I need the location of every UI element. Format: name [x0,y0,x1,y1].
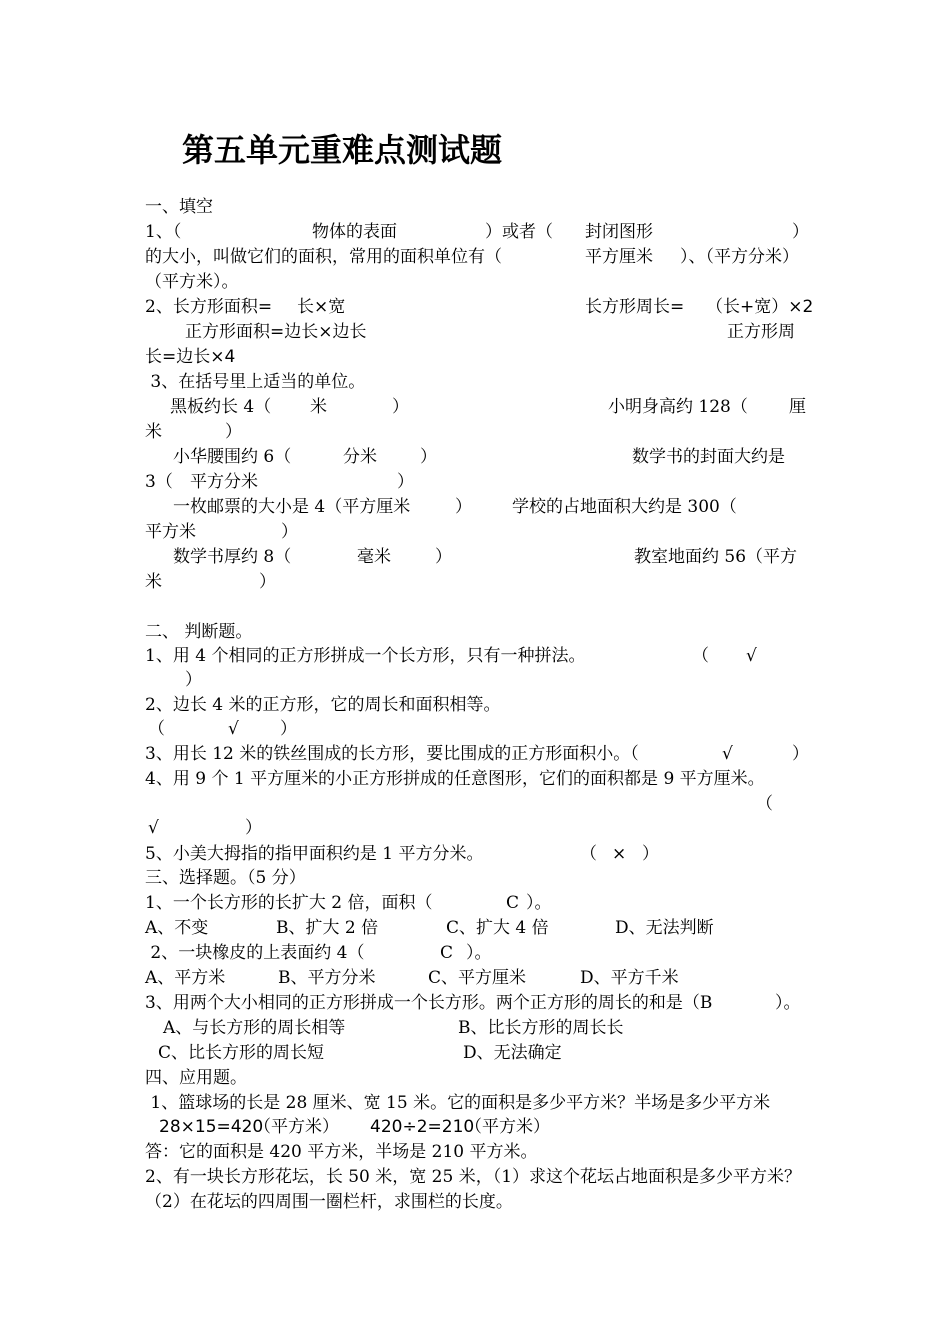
tf-q5-open: （ [580,844,597,864]
q3-r2-left: 小华腰围约 6（ [173,447,292,467]
wp-q1-answer: 答：它的面积是 420 平方米，半场是 210 平方米。 [145,1142,538,1162]
q3-r2-cont: 3（ [145,472,173,492]
tf-q3-mark: √ [722,744,733,764]
mc-q3-end: ）。 [775,993,801,1013]
q2-answer-rect-perimeter: （长+宽）×2 [706,297,814,317]
mc-q1-answer: C [506,893,520,913]
tf-q2-close: ） [280,719,297,739]
q1-answer-sq-cm: 平方厘米 [585,247,653,267]
q3-r4-cont: 米 [145,572,162,592]
q1-line-b-end: ）、（平方分米） [680,247,799,267]
q3-r2-right: 数学书的封面大约是 [632,447,785,467]
q3-r4-left-answer: 毫米 [357,547,391,567]
q1-line-b-prefix: 的大小，叫做它们的面积，常用的面积单位有（ [145,247,502,267]
mc-q2-answer: C [440,943,454,963]
q3-r3-cont: 平方米 [145,522,196,542]
wp-q2: 2、有一块长方形花坛，长 50 米，宽 25 米，（1）求这个花坛占地面积是多少平方米？ [145,1167,802,1187]
q3-r2-cont-end: ） [397,472,414,492]
tf-q5-close: ） [642,844,659,864]
q2-answer-rect-area: 长×宽 [297,297,346,317]
q1-line-a-prefix: 1、（ [145,222,182,242]
q2-square-area: 正方形面积=边长×边长 [185,322,367,342]
q3-r4-right: 教室地面约 56（平方 [634,547,798,567]
tf-q5-mark: × [612,844,627,864]
mc-q3-option-d: D、无法确定 [463,1043,562,1063]
tf-q5: 5、小美大拇指的指甲面积约是 1 平方分米。 [145,844,484,864]
wp-q2-part-2: （2）在花坛的四周围一圈栏杆，求围栏的长度。 [145,1192,513,1212]
mc-q1-option-b: B、扩大 2 倍 [276,918,379,938]
tf-q1-close: ） [185,670,202,690]
q3-r4-left-end: ） [435,547,452,567]
tf-q3-close: ） [792,744,809,764]
mc-q3-option-c: C、比长方形的周长短 [158,1043,325,1063]
section-heading-fill-in: 一、填空 [145,197,213,217]
q2-rect-perimeter-label: 长方形周长= [585,297,685,317]
q3-r1-left-answer: 米 [310,397,327,417]
wp-q1-unit-1: （平方米） [254,1117,339,1137]
tf-q4-open: （ [756,794,773,814]
q3-r2-cont-answer: 平方分米 [190,472,258,492]
mc-q2: 2、一块橡皮的上表面约 4（ [145,943,365,963]
q3-heading: 3、在括号里上适当的单位。 [145,372,366,392]
mc-q1-end: ）。 [526,893,552,913]
section-heading-multiple-choice: 三、选择题。（5 分） [145,868,306,888]
q3-r3-right: 学校的占地面积大约是 300（ [512,497,737,517]
q3-r1-right-answer: 厘 [789,397,806,417]
tf-q1-mark: √ [746,646,757,666]
q3-r3-left-end: ） [455,497,472,517]
mc-q2-option-d: D、平方千米 [580,968,679,988]
q3-r2-left-answer: 分米 [343,447,377,467]
mc-q3: 3、用两个大小相同的正方形拼成一个长方形。两个正方形的周长的和是（B [145,993,713,1013]
wp-q1-calc-area: 28×15=420 [159,1117,264,1137]
q3-r3-cont-end: ） [281,522,298,542]
mc-q2-option-a: A、平方米 [145,968,226,988]
tf-q4: 4、用 9 个 1 平方厘米的小正方形拼成的任意图形，它们的面积都是 9 平方厘米。 [145,769,765,789]
section-heading-true-false: 二、 判断题。 [145,622,253,642]
tf-q3: 3、用长 12 米的铁丝围成的长方形，要比围成的正方形面积小。（ [145,744,639,764]
tf-q2-mark: √ [228,719,239,739]
tf-q2-open: （ [148,719,165,739]
mc-q1-option-d: D、无法判断 [615,918,714,938]
mc-q3-option-a: A、与长方形的周长相等 [163,1018,346,1038]
q1-answer-surface: 物体的表面 [312,222,397,242]
tf-q4-close: ） [245,818,262,838]
q2-square-perimeter-cont: 长=边长×4 [145,347,236,367]
q3-r4-left: 数学书厚约 8（ [173,547,292,567]
q3-r2-left-end: ） [420,447,437,467]
mc-q1-option-a: A、不变 [145,918,209,938]
tf-q2: 2、边长 4 米的正方形，它的周长和面积相等。 [145,695,501,715]
q3-r1-cont-end: ） [225,422,242,442]
mc-q1-option-c: C、扩大 4 倍 [446,918,549,938]
tf-q1: 1、用 4 个相同的正方形拼成一个长方形，只有一种拼法。 [145,646,586,666]
mc-q2-end: ）。 [466,943,492,963]
mc-q2-option-c: C、平方厘米 [428,968,527,988]
q1-line-a-mid: ）或者（ [485,222,553,242]
tf-q1-open: （ [692,646,709,666]
wp-q1: 1、篮球场的长是 28 厘米、宽 15 米。它的面积是多少平方米？半场是多少平方米 [145,1093,771,1113]
q1-line-a-end: ） [792,222,809,242]
q3-r4-cont-end: ） [259,572,276,592]
page-title: 第五单元重难点测试题 [182,131,503,169]
q3-r1-right: 小明身高约 128（ [608,397,748,417]
wp-q1-calc-half: 420÷2=210 [370,1117,475,1137]
mc-q2-option-b: B、平方分米 [278,968,376,988]
q3-r3-left: 一枚邮票的大小是 4（平方厘米 [173,497,411,517]
q3-r1-cont: 米 [145,422,162,442]
mc-q1: 1、一个长方形的长扩大 2 倍，面积（ [145,893,433,913]
q1-answer-closed-shape: 封闭图形 [585,222,653,242]
tf-q4-mark: √ [148,818,159,838]
q2-line-a-prefix: 2、长方形面积= [145,297,273,317]
section-heading-word-problems: 四、应用题。 [145,1068,247,1088]
q2-square-perimeter-label: 正方形周 [727,322,795,342]
q3-r1-left-end: ） [392,397,409,417]
wp-q1-unit-2: （平方米） [465,1117,550,1137]
q3-r1-left: 黑板约长 4（ [170,397,272,417]
q1-line-c: （平方米）。 [145,272,239,292]
mc-q3-option-b: B、比长方形的周长长 [458,1018,624,1038]
